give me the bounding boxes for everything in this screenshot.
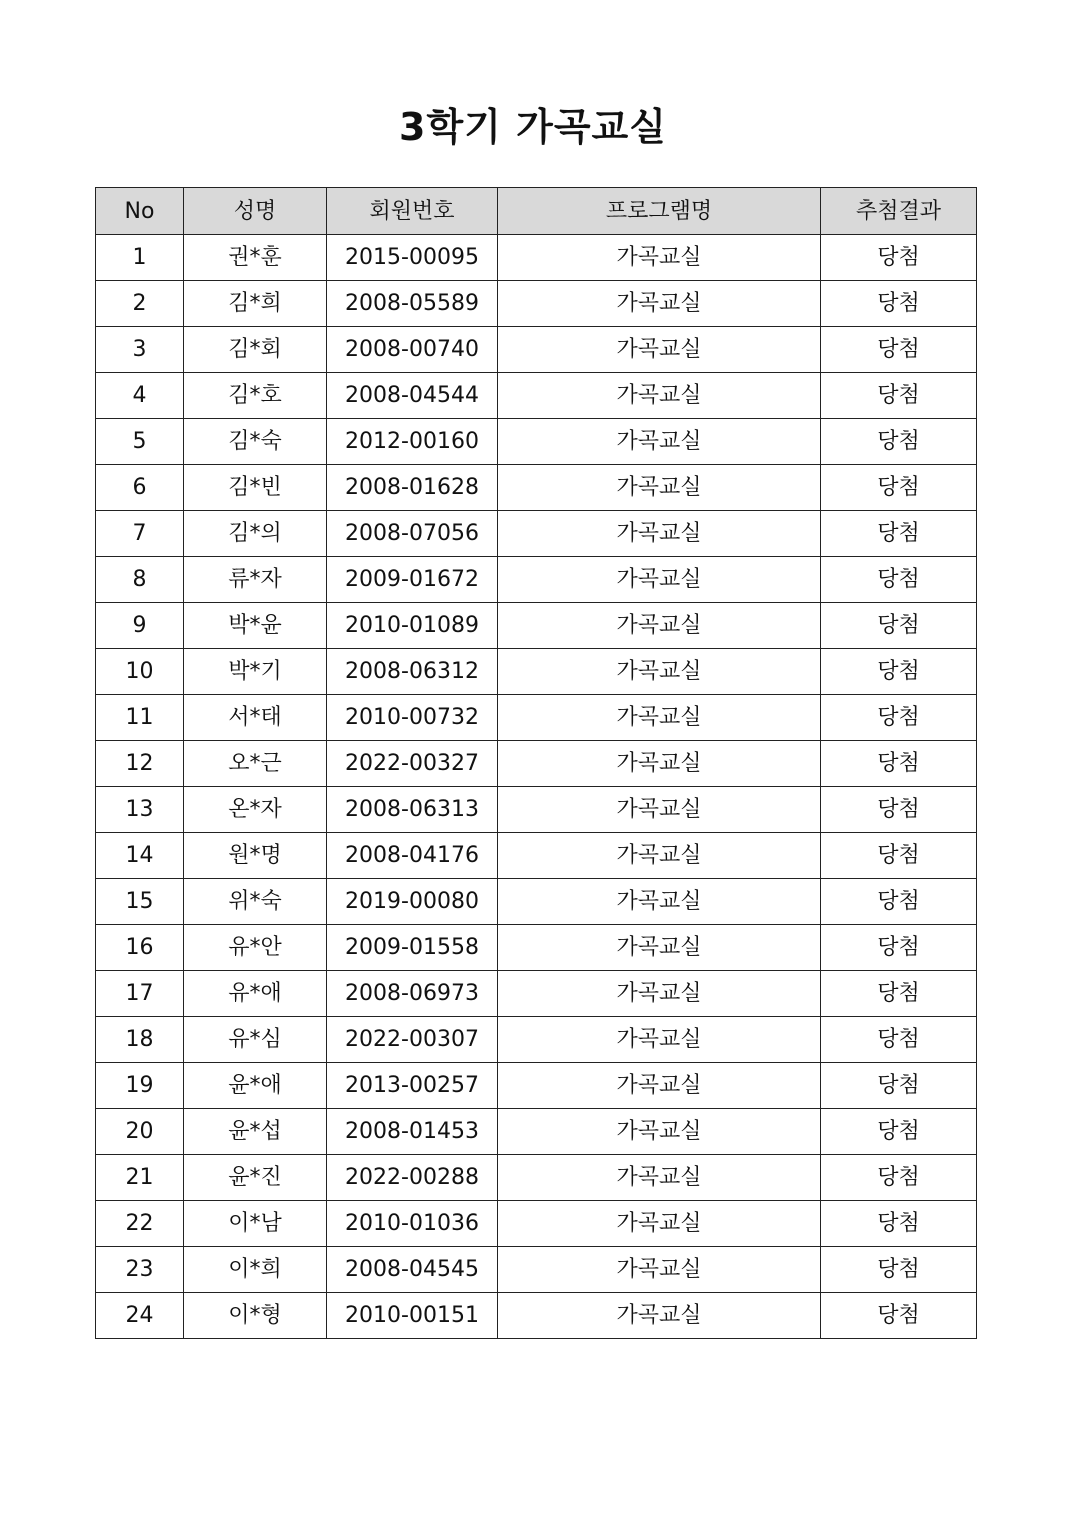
header-draw-result: 추첨결과 [821,188,977,235]
cell-program-name: 가곡교실 [498,741,821,787]
cell-no: 5 [96,419,184,465]
cell-name: 이*형 [184,1293,327,1339]
cell-draw-result: 당첨 [821,787,977,833]
cell-member-number: 2009-01558 [327,925,498,971]
cell-program-name: 가곡교실 [498,879,821,925]
cell-program-name: 가곡교실 [498,971,821,1017]
table-row [96,373,977,419]
table-row [96,787,977,833]
cell-draw-result: 당첨 [821,235,977,281]
cell-name: 류*자 [184,557,327,603]
page-title: 3학기 가곡교실 [399,105,667,149]
cell-no: 4 [96,373,184,419]
cell-no: 2 [96,281,184,327]
cell-draw-result: 당첨 [821,557,977,603]
cell-member-number: 2009-01672 [327,557,498,603]
table-row [96,1063,977,1109]
cell-draw-result: 당첨 [821,373,977,419]
cell-no: 14 [96,833,184,879]
table-row [96,971,977,1017]
cell-name: 이*희 [184,1247,327,1293]
table-row [96,695,977,741]
cell-program-name: 가곡교실 [498,649,821,695]
cell-draw-result: 당첨 [821,1109,977,1155]
cell-draw-result: 당첨 [821,465,977,511]
cell-draw-result: 당첨 [821,695,977,741]
table-row [96,327,977,373]
cell-name: 김*숙 [184,419,327,465]
cell-member-number: 2010-01036 [327,1201,498,1247]
cell-name: 김*희 [184,281,327,327]
cell-draw-result: 당첨 [821,1063,977,1109]
cell-no: 15 [96,879,184,925]
cell-program-name: 가곡교실 [498,235,821,281]
cell-program-name: 가곡교실 [498,557,821,603]
cell-name: 김*회 [184,327,327,373]
cell-member-number: 2008-00740 [327,327,498,373]
cell-draw-result: 당첨 [821,741,977,787]
cell-no: 8 [96,557,184,603]
cell-program-name: 가곡교실 [498,1155,821,1201]
cell-name: 원*명 [184,833,327,879]
cell-draw-result: 당첨 [821,1155,977,1201]
table-row [96,1201,977,1247]
cell-name: 서*태 [184,695,327,741]
cell-no: 6 [96,465,184,511]
cell-member-number: 2008-07056 [327,511,498,557]
cell-name: 김*호 [184,373,327,419]
cell-program-name: 가곡교실 [498,327,821,373]
cell-member-number: 2010-01089 [327,603,498,649]
cell-no: 22 [96,1201,184,1247]
cell-member-number: 2010-00151 [327,1293,498,1339]
cell-name: 온*자 [184,787,327,833]
table-row [96,235,977,281]
cell-program-name: 가곡교실 [498,1247,821,1293]
cell-program-name: 가곡교실 [498,787,821,833]
cell-member-number: 2008-04544 [327,373,498,419]
cell-no: 19 [96,1063,184,1109]
cell-no: 12 [96,741,184,787]
cell-program-name: 가곡교실 [498,1201,821,1247]
cell-name: 이*남 [184,1201,327,1247]
cell-no: 11 [96,695,184,741]
table-row [96,603,977,649]
cell-program-name: 가곡교실 [498,1063,821,1109]
cell-program-name: 가곡교실 [498,281,821,327]
cell-no: 16 [96,925,184,971]
table-row [96,1155,977,1201]
cell-program-name: 가곡교실 [498,465,821,511]
cell-member-number: 2013-00257 [327,1063,498,1109]
cell-program-name: 가곡교실 [498,373,821,419]
cell-draw-result: 당첨 [821,833,977,879]
cell-member-number: 2008-04545 [327,1247,498,1293]
cell-name: 권*훈 [184,235,327,281]
cell-member-number: 2008-05589 [327,281,498,327]
cell-draw-result: 당첨 [821,327,977,373]
cell-no: 20 [96,1109,184,1155]
cell-draw-result: 당첨 [821,1201,977,1247]
cell-draw-result: 당첨 [821,1017,977,1063]
cell-draw-result: 당첨 [821,649,977,695]
cell-no: 18 [96,1017,184,1063]
cell-draw-result: 당첨 [821,419,977,465]
cell-draw-result: 당첨 [821,879,977,925]
cell-program-name: 가곡교실 [498,603,821,649]
cell-member-number: 2008-04176 [327,833,498,879]
table-row [96,649,977,695]
cell-program-name: 가곡교실 [498,695,821,741]
table-row [96,281,977,327]
cell-program-name: 가곡교실 [498,925,821,971]
cell-member-number: 2019-00080 [327,879,498,925]
cell-member-number: 2008-06313 [327,787,498,833]
cell-member-number: 2010-00732 [327,695,498,741]
table-body [96,235,977,1339]
cell-program-name: 가곡교실 [498,419,821,465]
header-name: 성명 [184,188,327,235]
cell-no: 1 [96,235,184,281]
table-row [96,925,977,971]
cell-no: 24 [96,1293,184,1339]
cell-no: 3 [96,327,184,373]
cell-member-number: 2012-00160 [327,419,498,465]
cell-name: 유*심 [184,1017,327,1063]
table-row [96,465,977,511]
cell-name: 윤*애 [184,1063,327,1109]
cell-name: 위*숙 [184,879,327,925]
cell-draw-result: 당첨 [821,1247,977,1293]
cell-member-number: 2022-00307 [327,1017,498,1063]
cell-name: 윤*섭 [184,1109,327,1155]
table-row [96,1247,977,1293]
cell-no: 23 [96,1247,184,1293]
cell-program-name: 가곡교실 [498,1017,821,1063]
cell-name: 박*윤 [184,603,327,649]
cell-draw-result: 당첨 [821,281,977,327]
cell-member-number: 2008-01453 [327,1109,498,1155]
cell-name: 김*의 [184,511,327,557]
table-row [96,879,977,925]
cell-member-number: 2015-00095 [327,235,498,281]
cell-no: 13 [96,787,184,833]
cell-name: 유*애 [184,971,327,1017]
table-row [96,557,977,603]
cell-no: 9 [96,603,184,649]
cell-name: 박*기 [184,649,327,695]
lottery-result-table [95,187,977,1339]
header-member-number: 회원번호 [327,188,498,235]
table-row [96,511,977,557]
cell-name: 유*안 [184,925,327,971]
table-row [96,741,977,787]
cell-no: 10 [96,649,184,695]
cell-draw-result: 당첨 [821,603,977,649]
cell-program-name: 가곡교실 [498,1109,821,1155]
cell-member-number: 2022-00327 [327,741,498,787]
cell-name: 김*빈 [184,465,327,511]
cell-draw-result: 당첨 [821,925,977,971]
cell-no: 7 [96,511,184,557]
table-header-row [96,188,977,235]
cell-draw-result: 당첨 [821,511,977,557]
cell-program-name: 가곡교실 [498,833,821,879]
cell-member-number: 2008-01628 [327,465,498,511]
cell-name: 윤*진 [184,1155,327,1201]
cell-draw-result: 당첨 [821,971,977,1017]
table-row [96,1293,977,1339]
table-row [96,1017,977,1063]
cell-draw-result: 당첨 [821,1293,977,1339]
cell-program-name: 가곡교실 [498,511,821,557]
table-row [96,419,977,465]
cell-no: 17 [96,971,184,1017]
cell-member-number: 2022-00288 [327,1155,498,1201]
header-no: No [96,188,184,235]
table-row [96,833,977,879]
cell-program-name: 가곡교실 [498,1293,821,1339]
header-program-name: 프로그램명 [498,188,821,235]
cell-no: 21 [96,1155,184,1201]
cell-name: 오*근 [184,741,327,787]
cell-member-number: 2008-06312 [327,649,498,695]
cell-member-number: 2008-06973 [327,971,498,1017]
table-row [96,1109,977,1155]
